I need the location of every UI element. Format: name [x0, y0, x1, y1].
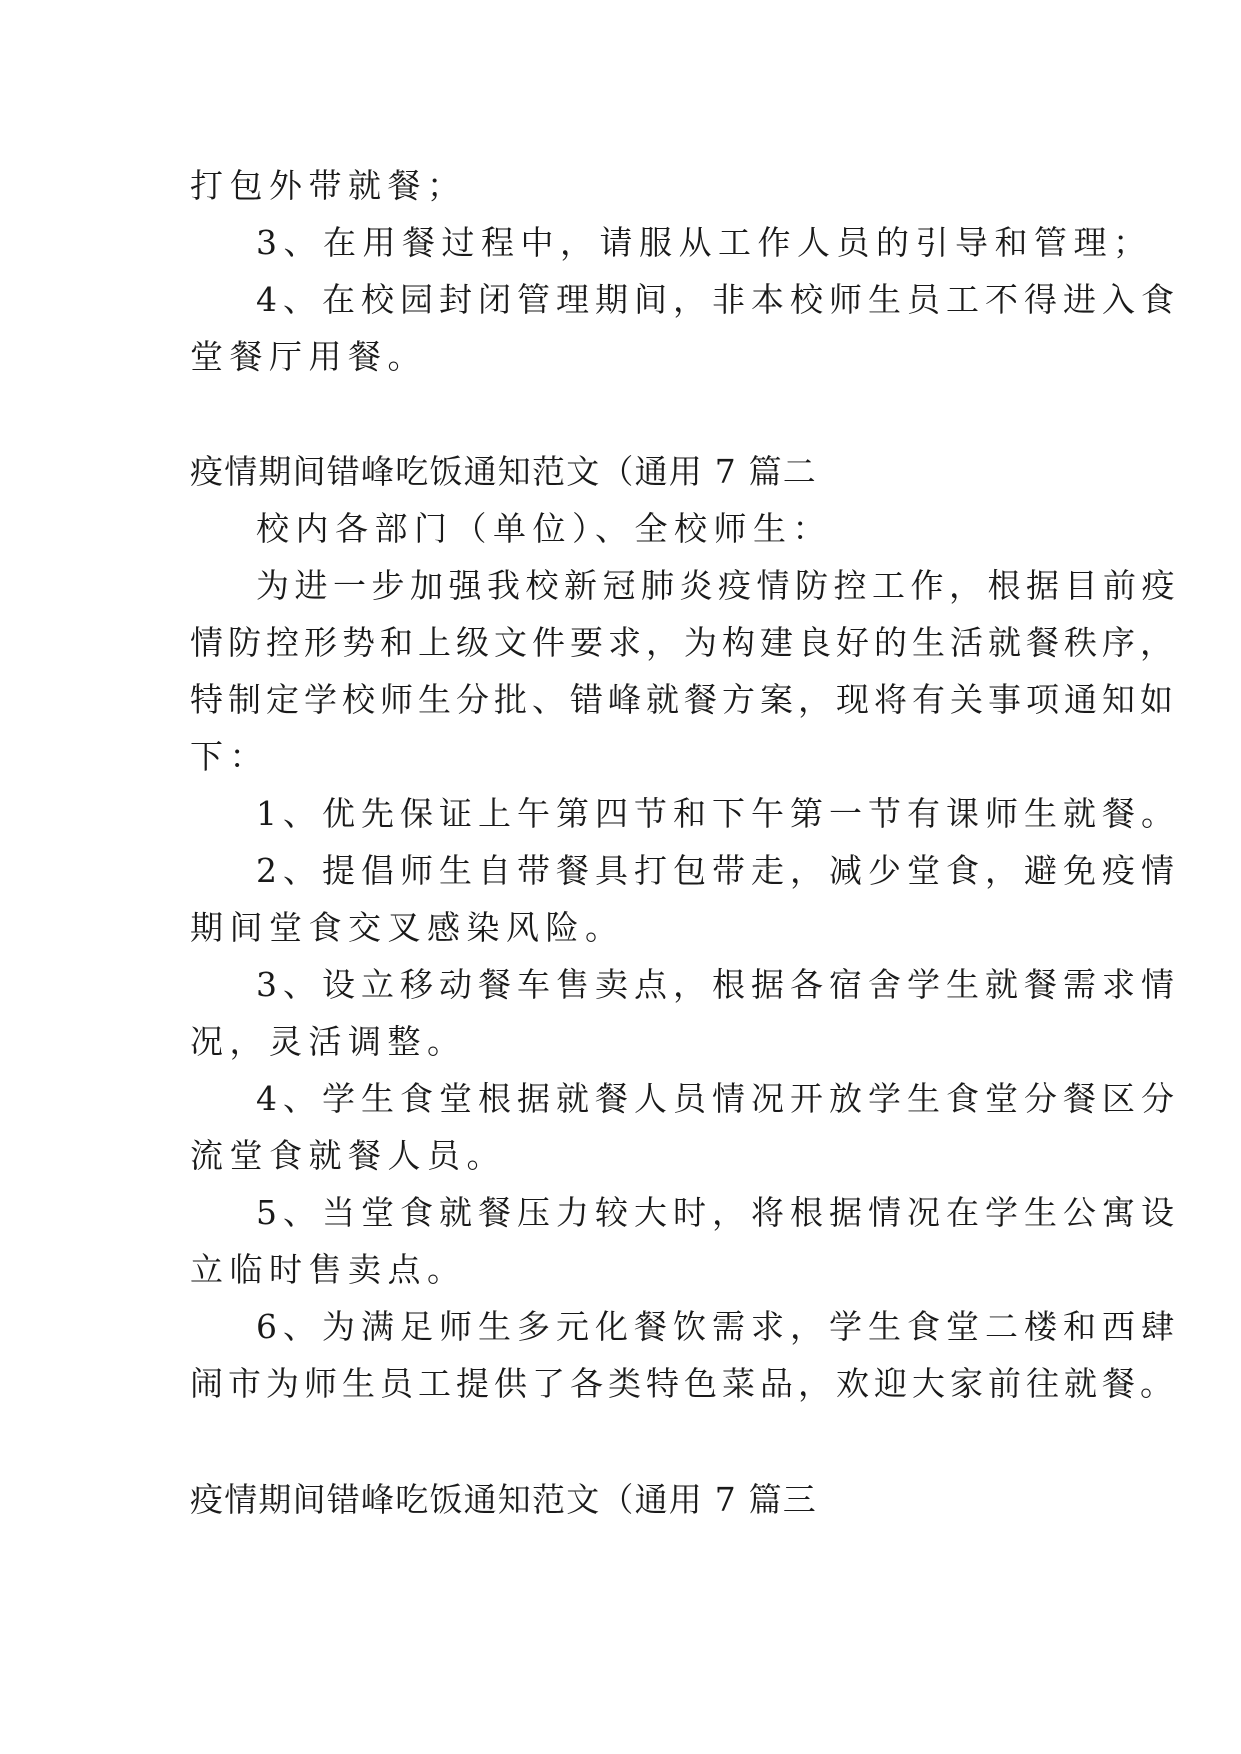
paragraph-line: 校内各部门（单位）、全校师生： — [256, 509, 832, 548]
paragraph-line: 2、提倡师生自带餐具打包带走，减少堂食，避免疫情 — [256, 851, 1180, 890]
paragraph-line: 流堂食就餐人员。 — [190, 1136, 506, 1175]
paragraph-line: 堂餐厅用餐。 — [190, 337, 427, 376]
paragraph-line: 3、设立移动餐车售卖点，根据各宿舍学生就餐需求情 — [256, 965, 1180, 1004]
section-heading: 疫情期间错峰吃饭通知范文（通用 7 篇二 — [190, 452, 817, 491]
paragraph-line: 为进一步加强我校新冠肺炎疫情防控工作，根据目前疫 — [256, 566, 1180, 605]
paragraph-line: 打包外带就餐； — [190, 166, 467, 205]
paragraph-line: 情防控形势和上级文件要求，为构建良好的生活就餐秩序， — [190, 623, 1178, 662]
paragraph-line: 4、学生食堂根据就餐人员情况开放学生食堂分餐区分 — [256, 1079, 1180, 1118]
paragraph-line: 期间堂食交叉感染风险。 — [190, 908, 625, 947]
paragraph-line: 6、为满足师生多元化餐饮需求，学生食堂二楼和西肆 — [256, 1307, 1180, 1346]
paragraph-line: 4、在校园封闭管理期间，非本校师生员工不得进入食 — [256, 280, 1180, 319]
paragraph-line: 况，灵活调整。 — [190, 1022, 467, 1061]
paragraph-line: 3、在用餐过程中，请服从工作人员的引导和管理； — [256, 223, 1153, 262]
paragraph-line: 下： — [190, 737, 269, 776]
paragraph-line: 立临时售卖点。 — [190, 1250, 467, 1289]
section-heading: 疫情期间错峰吃饭通知范文（通用 7 篇三 — [190, 1480, 817, 1519]
paragraph-line: 1、优先保证上午第四节和下午第一节有课师生就餐。 — [256, 794, 1180, 833]
paragraph-line: 特制定学校师生分批、错峰就餐方案，现将有关事项通知如 — [190, 680, 1178, 719]
paragraph-line: 5、当堂食就餐压力较大时，将根据情况在学生公寓设 — [256, 1193, 1180, 1232]
paragraph-line: 闹市为师生员工提供了各类特色菜品，欢迎大家前往就餐。 — [190, 1364, 1178, 1403]
